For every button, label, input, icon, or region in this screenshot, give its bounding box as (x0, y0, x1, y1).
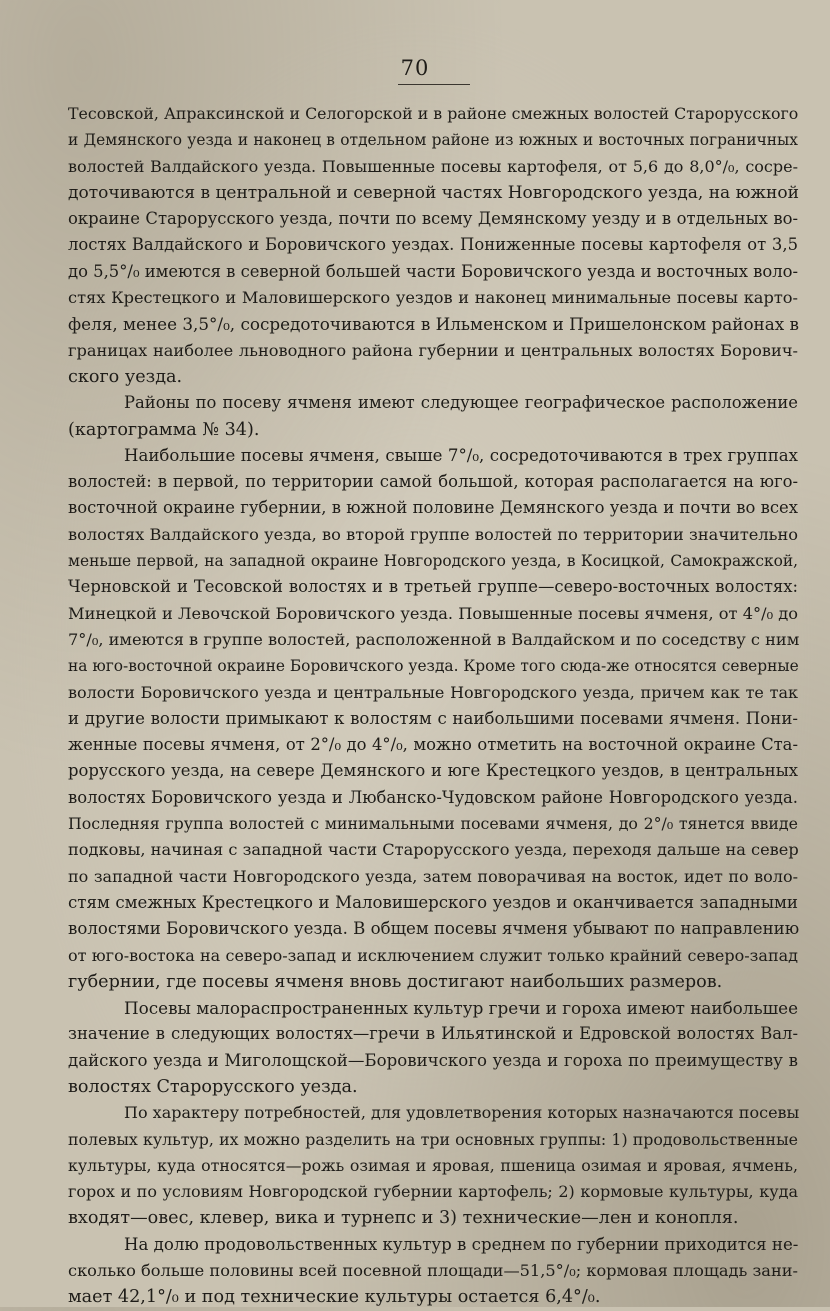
text-line: стям смежных Крестецкого и Маловишерского уездов и оканчивается западными (68, 892, 798, 912)
text-line: границах наиболее льноводного района губернии и центральных волостях Борович- (68, 340, 798, 360)
text-line: и другие волости примыкают к волостям с наибольшими посевами ячменя. Пони- (68, 708, 798, 728)
text-line: волостях Боровичского уезда и Любанско-Чудовском районе Новгородского уезда. (68, 787, 798, 807)
text-line: волостях Старорусского уезда. (68, 1076, 358, 1097)
text-line: волостях Валдайского уезда, во второй группе волостей по территории значительно (68, 524, 798, 544)
text-line: Черновской и Тесовской волостях и в третьей группе—северо-восточных волостях: (68, 577, 798, 597)
text-line: входят—овес, клевер, вика и турнепс и 3) технические—лен и конопля. (68, 1208, 739, 1229)
page-number-underline (398, 84, 470, 85)
text-line: доточиваются в центральной и северной частях Новгородского уезда, на южной (68, 182, 799, 203)
text-line: окраине Старорусского уезда, почти по всему Демянскому уезду и в отдельных во- (68, 209, 798, 229)
text-line: стях Крестецкого и Маловишерского уездов и наконец минимальные посевы карто- (68, 288, 798, 308)
text-line: рорусского уезда, на севере Демянского и юге Крестецкого уездов, в центральных (68, 761, 798, 781)
text-line: мает 42,1°/₀ и под технические культуры остается 6,4°/₀. (68, 1287, 601, 1308)
text-line: от юго-востока на северо-запад и исключением служит только крайний северо-запад (68, 945, 798, 965)
text-line: (картограмма № 34). (68, 419, 260, 440)
text-line: дайского уезда и Миголощской—Боровичского уезда и гороха по преимуществу в (68, 1050, 798, 1070)
text-line: культуры, куда относятся—рожь озимая и яровая, пшеница озимая и яровая, ячмень, (68, 1155, 798, 1175)
text-line: губернии, где посевы ячменя вновь достигают наибольших размеров. (68, 971, 723, 992)
text-line: на юго-восточной окраине Боровичского уезда. Кроме того сюда-же относятся северные (68, 657, 799, 676)
page-number: 70 (400, 56, 430, 80)
text-line: женные посевы ячменя, от 2°/₀ до 4°/₀, можно отметить на восточной окраине Ста- (68, 735, 798, 755)
text-line: Последняя группа волостей с минимальными посевами ячменя, до 2°/₀ тянется ввиде (68, 814, 798, 834)
text-line: Посевы малораспространенных культур гречи и гороха имеют наибольшее (124, 998, 799, 1019)
text-line: Тесовской, Апраксинской и Селогорской и в районе смежных волостей Старорусского (68, 104, 799, 123)
text-line: подковы, начиная с западной части Старорусского уезда, переходя дальше на север (68, 840, 799, 860)
text-line: По характеру потребностей, для удовлетворения которых назначаются посевы (124, 1103, 800, 1123)
text-line: и Демянского уезда и наконец в отдельном районе из южных и восточных пограничных (68, 131, 798, 150)
text-line: волостей Валдайского уезда. Повышенные посевы картофеля, от 5,6 до 8,0°/₀, сосре- (68, 156, 798, 176)
text-line: лостях Валдайского и Боровичского уездах. Пониженные посевы картофеля от 3,5 (68, 235, 798, 255)
text-line: меньше первой, на западной окраине Новгородского уезда, в Косицкой, Самокражской, (68, 552, 798, 571)
text-line: ского уезда. (68, 366, 183, 387)
text-line: Минецкой и Левочской Боровичского уезда. Повышенные посевы ячменя, от 4°/₀ до (68, 603, 798, 623)
text-line: волости Боровичского уезда и центральные Новгородского уезда, причем как те так (68, 682, 798, 702)
text-line: Районы по посеву ячменя имеют следующее географическое расположение (124, 393, 798, 413)
text-line: На долю продовольственных культур в среднем по губернии приходится не- (124, 1234, 799, 1254)
text-line: волостями Боровичского уезда. В общем посевы ячменя убывают по направлению (68, 919, 800, 939)
text-line: Наибольшие посевы ячменя, свыше 7°/₀, сосредоточиваются в трех группах (124, 445, 798, 465)
text-line: 7°/₀, имеются в группе волостей, расположенной в Валдайском и по соседству с ним (68, 629, 800, 649)
text-line: феля, менее 3,5°/₀, сосредоточиваются в Ильменском и Пришелонском районах в (68, 314, 799, 335)
text-line: волостей: в первой, по территории самой большой, которая располагается на юго- (68, 472, 798, 492)
text-line: до 5,5°/₀ имеются в северной большей части Боровичского уезда и восточных воло- (68, 261, 799, 281)
text-line: сколько больше половины всей посевной площади—51,5°/₀; кормовая площадь зани- (68, 1261, 798, 1281)
text-line: восточной окраине губернии, в южной половине Демянского уезда и почти во всех (68, 498, 798, 518)
text-line: по западной части Новгородского уезда, затем поворачивая на восток, идет по воло- (68, 866, 798, 886)
body-text (68, 101, 798, 1311)
text-line: горох и по условиям Новгородской губернии картофель; 2) кормовые культуры, куда (68, 1182, 798, 1202)
text-line: значение в следующих волостях—гречи в Ильятинской и Едровской волостях Вал- (68, 1024, 798, 1044)
text-line: полевых культур, их можно разделить на три основных группы: 1) продовольственные (68, 1129, 798, 1149)
